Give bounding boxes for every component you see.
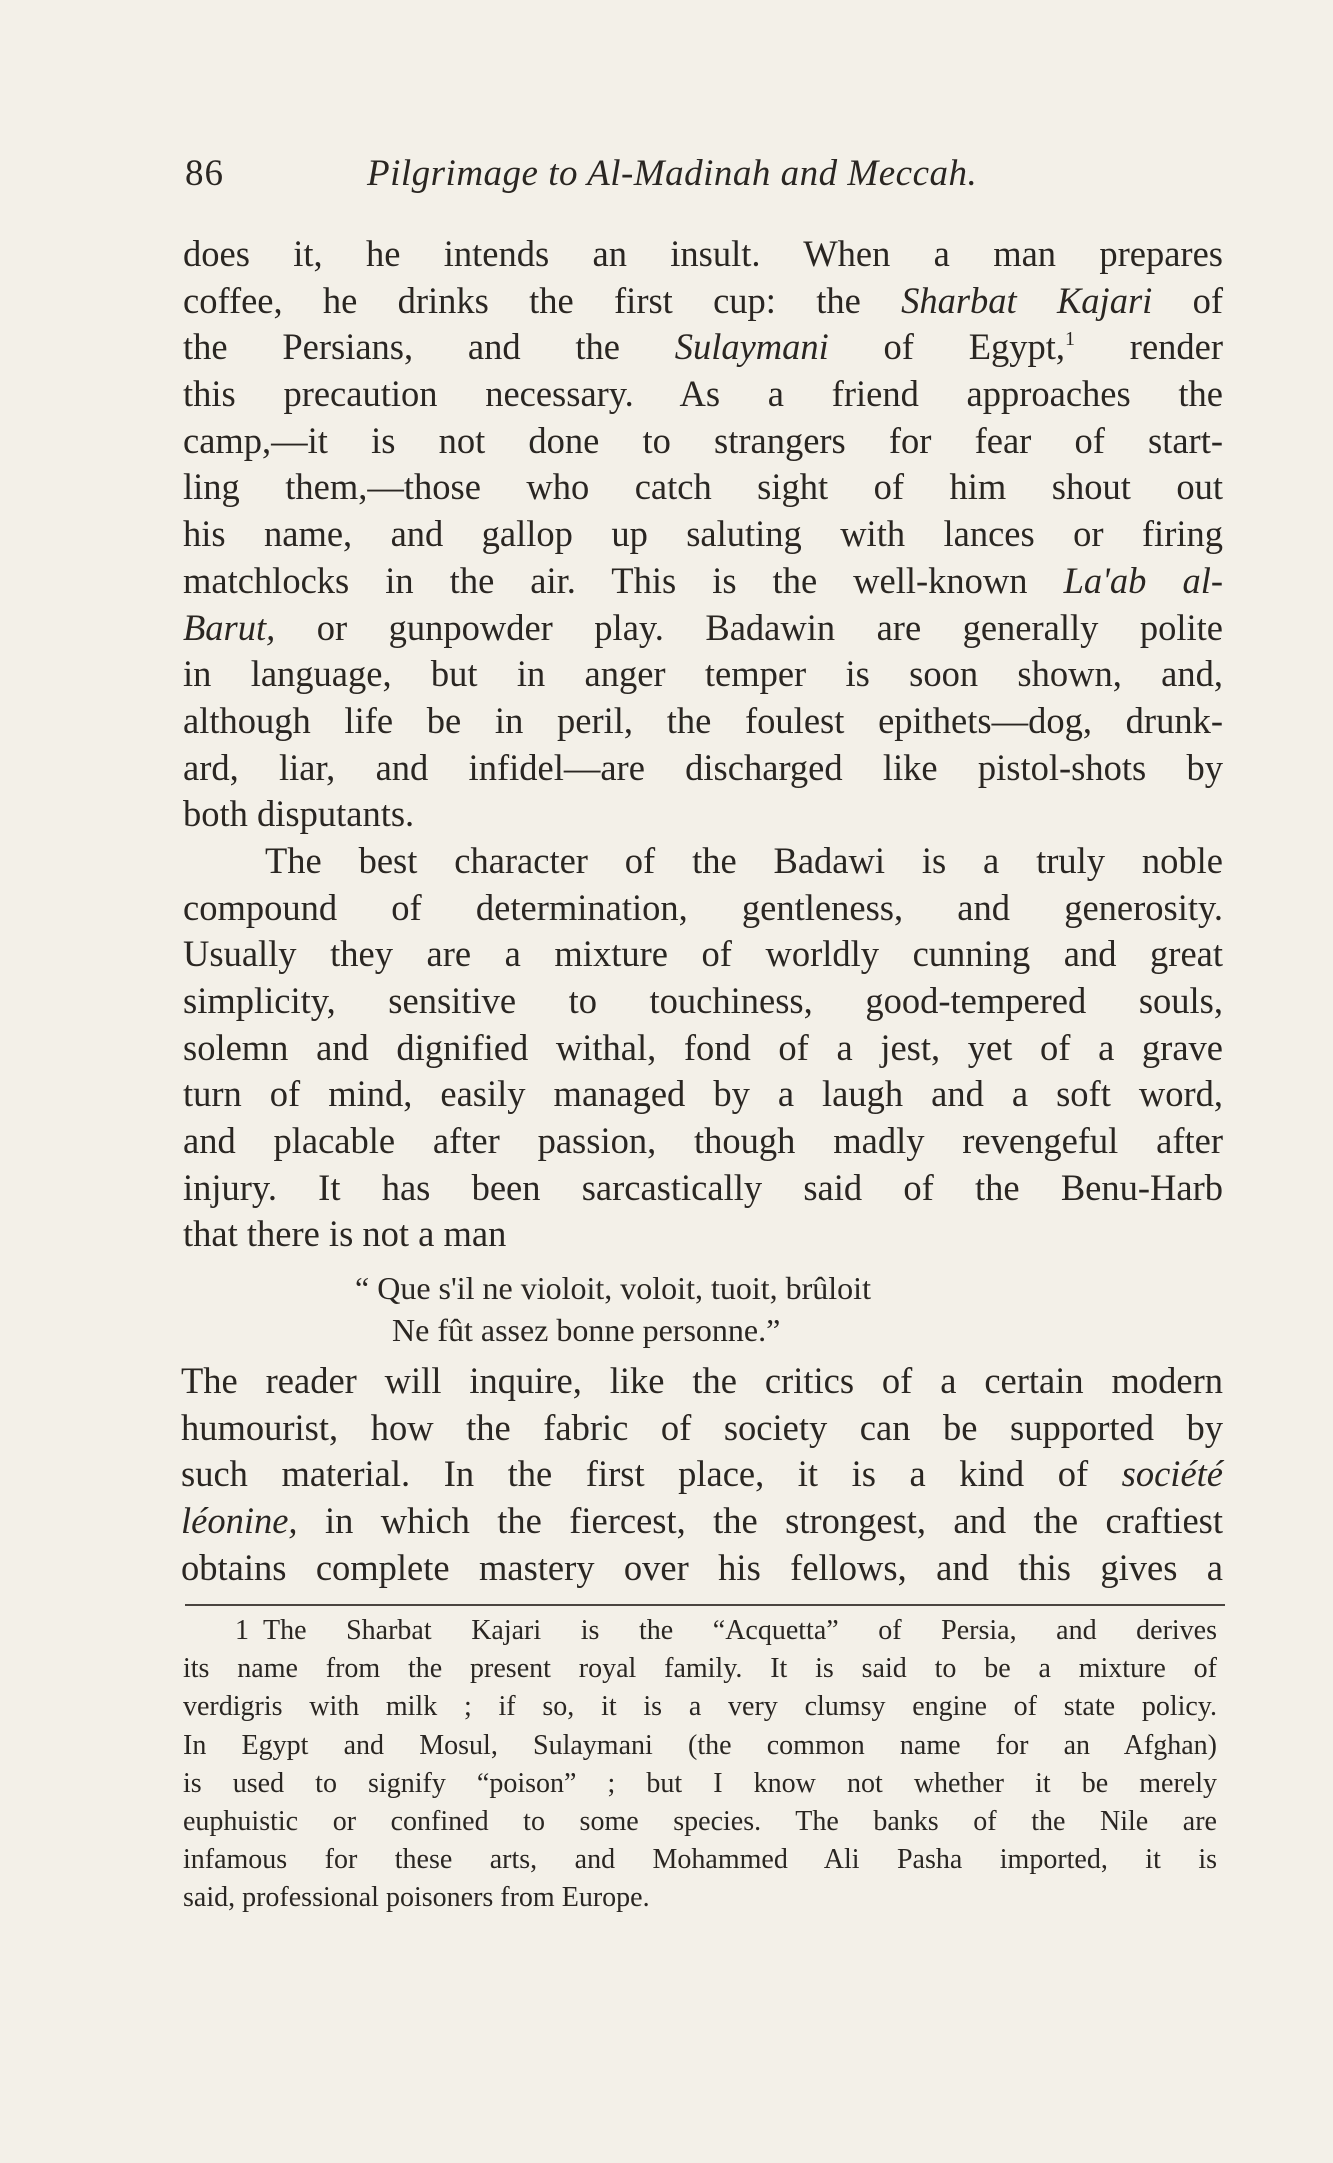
text-span: of xyxy=(1152,279,1223,321)
text-line: solemn and dignified withal, fond of a jest, yet of a grave xyxy=(183,1026,1223,1068)
text-line xyxy=(183,278,1223,325)
text-line xyxy=(183,558,1223,605)
block-quote xyxy=(355,1267,871,1351)
text-line: both disputants. xyxy=(183,793,415,835)
footnote-line: its name from the present royal family. It is said to be a mixture of xyxy=(183,1653,1217,1685)
page-number: 86 xyxy=(185,153,224,194)
text-span: the Persians, and the xyxy=(183,326,675,368)
text-line: ard, liar, and infidel—are discharged like pistol-shots by xyxy=(183,746,1223,788)
footnote-line: In Egypt and Mosul, Sulaymani (the common name for an Afghan) xyxy=(183,1729,1217,1761)
text-span: render xyxy=(1075,326,1223,368)
italic-term: Sharbat Kajari xyxy=(901,279,1153,321)
text-line: does it, he intends an insult. When a man prepares xyxy=(183,233,1223,274)
text-line: humourist, how the fabric of society can be supported by xyxy=(181,1406,1223,1448)
italic-term: Sulaymani xyxy=(674,326,829,368)
text-line: turn of mind, easily managed by a laugh and a soft word, xyxy=(183,1073,1223,1115)
text-span: matchlocks in the air. This is the well-known xyxy=(183,559,1064,601)
text-line: obtains complete mastery over his fellows, and this gives a xyxy=(181,1546,1223,1588)
text-line xyxy=(183,605,1223,652)
quote-line: Ne fût assez bonne personne.” xyxy=(392,1312,781,1348)
footnote-line: euphuistic or confined to some species. The banks of the Nile are xyxy=(183,1805,1217,1837)
text-line: The best character of the Badawi is a truly noble xyxy=(265,839,1223,881)
italic-term: société xyxy=(1121,1453,1223,1495)
text-span: such material. In the first place, it is a kind of xyxy=(181,1453,1122,1495)
text-span: in which the fiercest, the strongest, and the craftiest xyxy=(297,1500,1223,1542)
text-line: The reader will inquire, like the critics of a certain modern xyxy=(181,1360,1223,1401)
footnotes xyxy=(183,1612,1217,1918)
text-line xyxy=(183,324,1223,371)
text-span: of Egypt, xyxy=(828,326,1066,368)
text-line: simplicity, sensitive to touchiness, good-tempered souls, xyxy=(183,980,1223,1021)
footnote-line: verdigris with milk ; if so, it is a very clumsy engine of state policy. xyxy=(183,1691,1217,1723)
body-paragraphs xyxy=(183,231,1223,1258)
footnote-divider xyxy=(185,1604,1225,1606)
running-title: Pilgrimage to Al-Madinah and Meccah. xyxy=(367,153,978,194)
text-line: his name, and gallop up saluting with lances or firing xyxy=(183,513,1223,555)
text-line: injury. It has been sarcastically said of the Benu-Harb xyxy=(183,1166,1223,1208)
footnote-line: said, professional poisoners from Europe. xyxy=(183,1882,650,1914)
footnote-number: 1 xyxy=(235,1615,249,1646)
footnote-line: infamous for these arts, and Mohammed Ali Pasha imported, it is xyxy=(183,1844,1217,1876)
text-line: in language, but in anger temper is soon shown, and, xyxy=(183,653,1223,695)
italic-term: Barut, xyxy=(183,606,276,648)
text-span: The Sharbat Kajari is the “Acquetta” of Persia, and derives xyxy=(263,1615,1217,1646)
text-line: that there is not a man xyxy=(183,1213,507,1255)
text-line: compound of determination, gentleness, and generosity. xyxy=(183,886,1223,928)
footnote-marker: 1 xyxy=(1065,328,1076,351)
footnote-line xyxy=(183,1612,1217,1650)
text-line xyxy=(181,1498,1223,1545)
quote-line: “ Que s'il ne violoit, voloit, tuoit, brûloit xyxy=(355,1270,871,1306)
body-paragraph-2 xyxy=(181,1358,1223,1591)
italic-term: La'ab al- xyxy=(1063,559,1224,601)
footnote-line: is used to signify “poison” ; but I know not whether it be merely xyxy=(183,1767,1217,1799)
text-line: and placable after passion, though madly revengeful after xyxy=(183,1120,1223,1162)
text-line: camp,—it is not done to strangers for fear of start- xyxy=(183,419,1223,461)
text-line: ling them,—those who catch sight of him shout out xyxy=(183,466,1223,508)
text-span: or gunpowder play. Badawin are generally polite xyxy=(275,606,1223,648)
text-span: coffee, he drinks the first cup: the xyxy=(183,279,902,321)
italic-term: léonine, xyxy=(181,1500,298,1542)
text-line xyxy=(181,1451,1223,1498)
text-line: Usually they are a mixture of worldly cunning and great xyxy=(183,933,1223,975)
text-line: this precaution necessary. As a friend approaches the xyxy=(183,373,1223,415)
page-header xyxy=(185,152,1225,202)
text-line: although life be in peril, the foulest epithets—dog, drunk- xyxy=(183,699,1223,741)
